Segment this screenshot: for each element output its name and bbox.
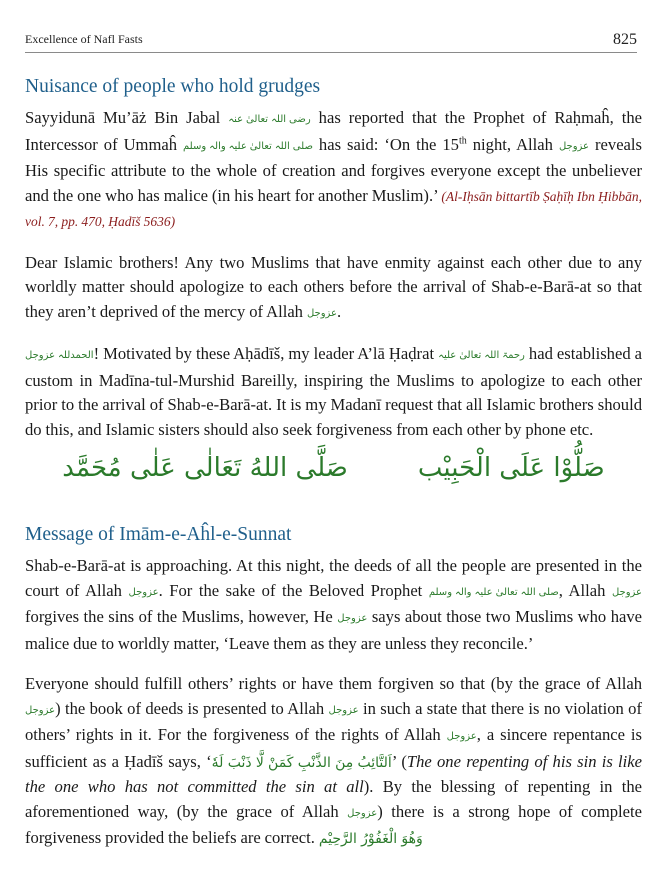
arabic-honorific: صلی اللہ تعالیٰ علیہ والہ وسلم: [428, 586, 559, 598]
running-header: [25, 28, 637, 53]
text: ) there is a strong hope of complete forgiveness provided the beliefs are correct.: [25, 801, 642, 847]
paragraph-rights: [25, 672, 642, 852]
text: . For the sake of the Beloved Prophet: [158, 580, 423, 600]
citation-reference: (Al-Iḥsān bittartīb Ṣaḥīḥ Ibn Ḥibbān, vol. 7, pp. 470, Ḥadīš 5636): [25, 188, 642, 229]
text: ). By the blessing of repenting in the aforementioned way, (by the grace of Allah: [25, 777, 642, 821]
arabic-honorific: الحمدللہ عزوجل: [25, 350, 94, 361]
paragraph-apology: [25, 251, 642, 327]
salutation-line: [25, 448, 642, 488]
arabic-honorific: عزوجل: [328, 704, 359, 716]
paragraph-custom: [25, 342, 642, 442]
page-number: 825: [613, 31, 637, 48]
arabic-honorific: عزوجل: [337, 613, 368, 624]
arabic-honorific: عزوجل: [347, 807, 378, 819]
text: Shab-e-Barā-at is approaching. At this night, the deeds of all the people are presented in the court of Allah: [25, 556, 642, 600]
text: has said: ‘On the 15: [318, 134, 459, 154]
arabic-honorific: رحمۃ اللہ تعالیٰ علیہ: [438, 350, 525, 361]
text: ’ (: [391, 751, 407, 771]
text: Sayyidunā Mu’āż Bin Jabal: [25, 108, 221, 127]
text: .: [337, 301, 342, 321]
hadith-translation: The one repenting of his sin is like the one who has not committed the sin at all: [25, 751, 642, 796]
text: , a sincere repentance is sufficient as a Ḥadīš says, ‘: [25, 725, 642, 771]
arabic-honorific: عزوجل: [128, 586, 159, 598]
arabic-honorific: عزوجل: [25, 704, 56, 716]
arabic-honorific: عزوجل: [446, 731, 477, 742]
paragraph-hadith: [25, 106, 642, 235]
arabic-honorific: صلی اللہ تعالیٰ علیہ والہ وسلم: [183, 140, 313, 152]
arabic-closing-phrase: وَهُوَ الْغَفُوْرُ الرَّحِيْم: [318, 831, 423, 847]
text: had established a custom in Madīna-tul-Murshid Bareilly, inspiring the Muslims to apologize to each other prior to the arrival of Shab-e-Barā-at. It is my Madanī request that all Islamic brothers should do this, and Islamic sisters should also seek forgiveness from each other by phone etc.: [25, 344, 643, 439]
arabic-honorific: عزوجل: [611, 586, 643, 598]
ordinal-suffix: th: [458, 134, 467, 146]
paragraph-shab-e-baraat: [25, 554, 642, 656]
text: night, Allah: [472, 134, 553, 154]
text: forgives the sins of the Muslims, however, He: [25, 607, 333, 626]
arabic-hadith-quote: اَلتَّائِبُ مِنَ الذَّنْبِ كَمَنْ لَّا ذَنْبَ لَهٗ: [211, 754, 392, 771]
page-content: [25, 74, 642, 852]
text: Dear Islamic brothers! Any two Muslims that have enmity against each other due to any worldly matter should apologize to each others before the arrival of Shab-e-Barā-at so that they aren’t deprived of the mercy of Allah: [25, 252, 642, 321]
arabic-honorific: عزوجل: [558, 140, 590, 152]
text: Everyone should fulfill others’ rights or have them forgiven so that (by the grace of Allah: [25, 674, 642, 693]
text: , Allah: [558, 580, 606, 600]
section-heading-grudges: Nuisance of people who hold grudges: [25, 76, 321, 97]
arabic-honorific: عزوجل: [306, 307, 338, 319]
text: reveals His specific attribute to the whole of creation and forgives everyone except the unbeliever and the one who has malice (in his heart for another Muslim).’: [25, 134, 642, 205]
running-title: Excellence of Nafl Fasts: [25, 32, 143, 46]
text: has reported that the Prophet of Raḥmaĥ, the Intercessor of Ummaĥ: [25, 108, 643, 154]
text: in such a state that there is no violation of others’ rights in it. For the forgiveness of the rights of Allah: [25, 698, 642, 744]
salutation-right: صَلُّوْا عَلَى الْحَبِيْب: [417, 453, 605, 483]
text: ) the book of deeds is presented to Allah: [55, 698, 325, 718]
text: says about those two Muslims who have malice due to worldly matter, ‘Leave them as they are unless they reconcile.’: [25, 607, 643, 653]
arabic-honorific: رضی اللہ تعالیٰ عنہ: [228, 114, 311, 125]
section-heading-message: Message of Imām-e-Aĥl-e-Sunnat: [25, 524, 292, 545]
text: ! Motivated by these Aḥādīš, my leader A’lā Ḥaḍrat: [93, 344, 435, 363]
salutation-left: صَلَّى اللهُ تَعَالٰى عَلٰى مُحَمَّد: [62, 453, 348, 483]
